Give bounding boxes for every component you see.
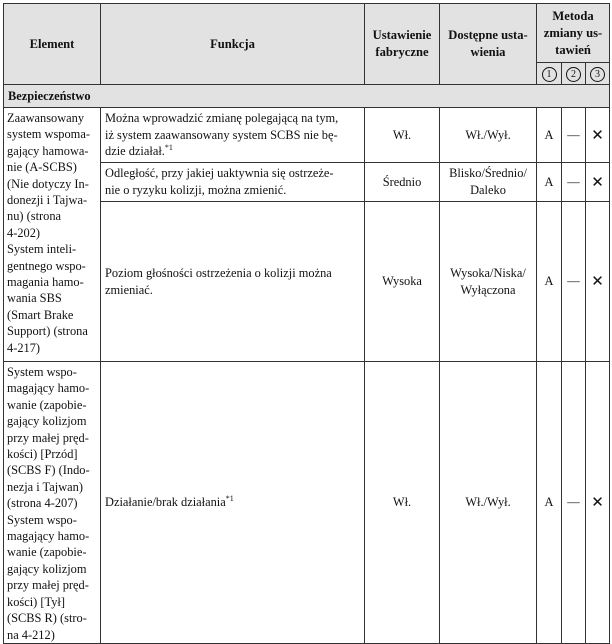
method-1-value: A — [537, 163, 562, 202]
section-row — [4, 85, 610, 108]
method-3-value: ✕ — [586, 362, 610, 644]
method-1-value: A — [537, 202, 562, 362]
available-values: Wł./Wył. — [440, 362, 537, 644]
available-values: Wysoka/Niska/ Wyłączona — [440, 202, 537, 362]
method-2-value: — — [562, 362, 586, 644]
method-col-2: 2 — [562, 63, 586, 85]
method-1-value: A — [537, 108, 562, 163]
function-cell: Odległość, przy jakiej uaktywnia się ostrzeże- nie o ryzyku kolizji, można zmienić. — [101, 163, 365, 202]
method-3-value: ✕ — [586, 163, 610, 202]
factory-value: Wł. — [365, 362, 440, 644]
table-row — [4, 108, 610, 163]
method-2-value: — — [562, 202, 586, 362]
table-header-row — [4, 4, 610, 63]
method-3-value: ✕ — [586, 202, 610, 362]
factory-value: Średnio — [365, 163, 440, 202]
table-row — [4, 362, 610, 644]
function-cell: Działanie/brak działania$^{*1}$ — [101, 362, 365, 644]
footnote-mark: *1 — [225, 494, 234, 504]
factory-value: Wysoka — [365, 202, 440, 362]
header-available: Dostępne usta- wienia — [440, 4, 537, 85]
element-cell: Zaawansowany system wspoma- gający hamowa- nie (A-SCBS) (Nie dotyczy In- donezji i Tajwa- nu) (strona 4-202) System inteli- gentnego wspo- magania hamo- wania SBS (Smart Brake Support) (strona 4-217) — [4, 108, 101, 362]
header-factory: Ustawienie fabryczne — [365, 4, 440, 85]
function-cell: Można wprowadzić zmianę polegającą na tym, iż system zaawansowany system SCBS nie bę- dzie działał.$^{*1}$ — [101, 108, 365, 163]
method-3-value: ✕ — [586, 108, 610, 163]
factory-value: Wł. — [365, 108, 440, 163]
function-cell: Poziom głośności ostrzeżenia o kolizji można zmieniać. — [101, 202, 365, 362]
method-col-1: 1 — [537, 63, 562, 85]
method-2-value: — — [562, 108, 586, 163]
header-method: Metoda zmiany us- tawień — [537, 4, 610, 63]
method-2-value: — — [562, 163, 586, 202]
available-values: Blisko/Średnio/ Daleko — [440, 163, 537, 202]
settings-table — [3, 3, 610, 644]
footnote-mark: *1 — [164, 143, 173, 153]
header-element: Element — [4, 4, 101, 85]
method-col-3: 3 — [586, 63, 610, 85]
element-cell: System wspo- magający hamo- wanie (zapobie- gający kolizjom przy małej pręd- kości) [Przód] (SCBS F) (Indo- nezja i Tajwan) (strona 4-207) System wspo- magający hamo- wanie (zapobie- gający kolizjom przy małej pręd- kości) [Tył] (SCBS R) (stro- na 4-212) — [4, 362, 101, 644]
header-function: Funkcja — [101, 4, 365, 85]
section-title: Bezpieczeństwo — [4, 85, 610, 108]
method-1-value: A — [537, 362, 562, 644]
available-values: Wł./Wył. — [440, 108, 537, 163]
